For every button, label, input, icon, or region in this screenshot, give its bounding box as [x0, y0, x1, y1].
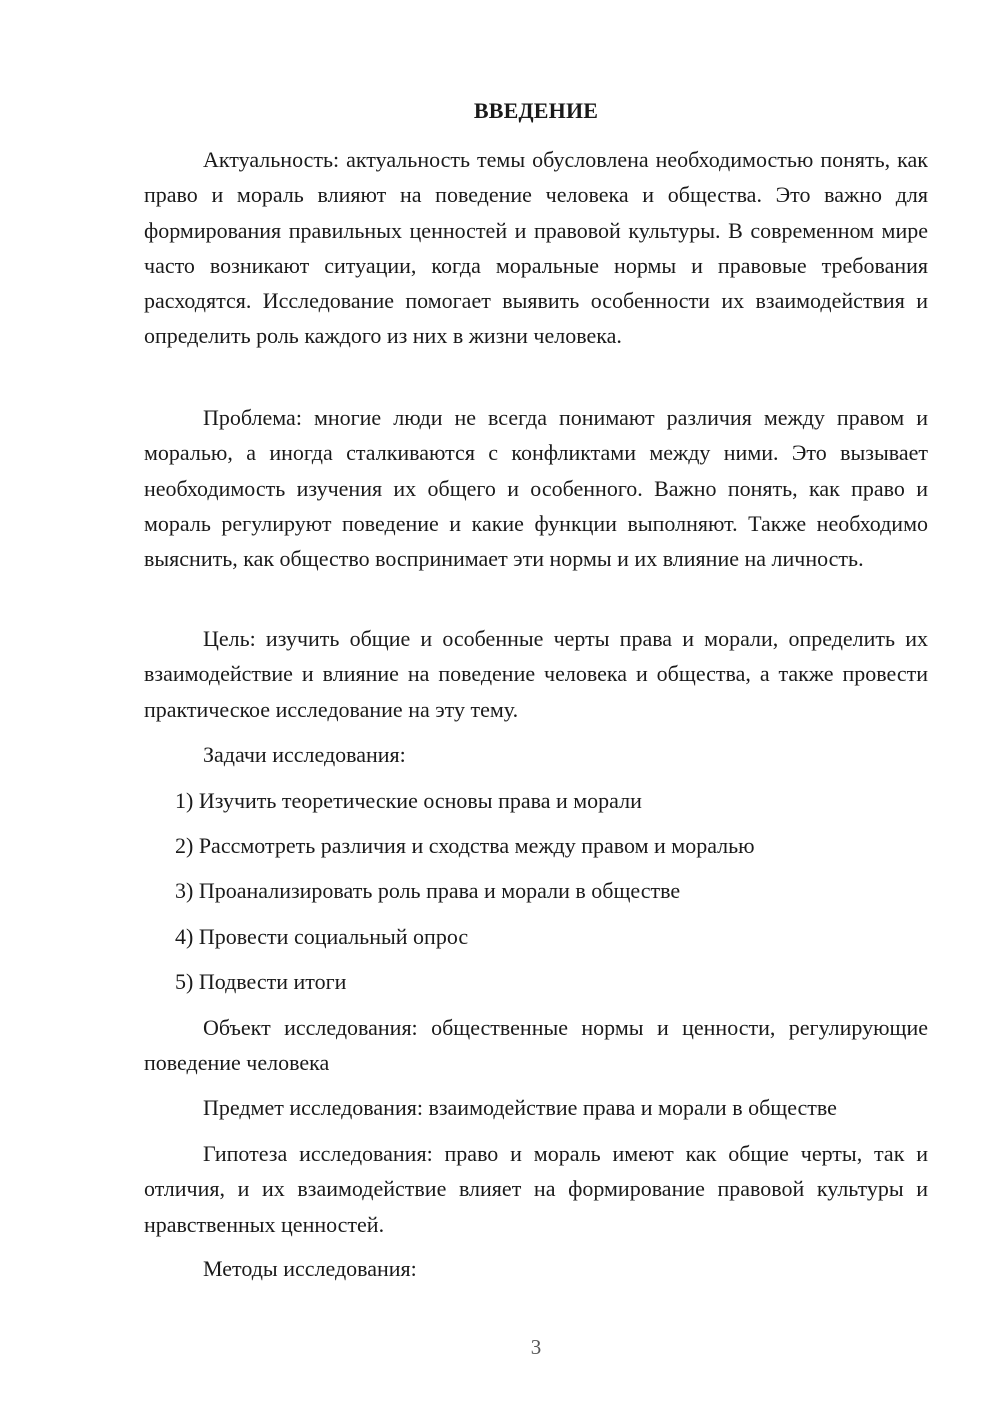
page-number: 3 — [530, 1335, 542, 1359]
page-title: ВВЕДЕНИЕ — [473, 98, 599, 123]
hypothesis-paragraph: Гипотеза исследования: право и мораль имеют как общие черты, так и отличия, и их взаимодействие влияет на формирование правовой культуры и нравственных ценностей. — [144, 1141, 928, 1237]
task-item-5: 5) Подвести итоги — [175, 969, 347, 994]
object-paragraph: Объект исследования: общественные нормы и ценности, регулирующие поведение человека — [144, 1015, 928, 1076]
relevance-paragraph: Актуальность: актуальность темы обусловлена необходимостью понять, как право и мораль влияют на поведение человека и общества. Это важно для формирования правильных ценностей и правовой культуры. В современном мире часто возникают ситуации, когда моральные нормы и правовые требования расходятся. Исследование помогает выявить особенности их взаимодействия и определить роль каждого из них в жизни человека. — [144, 147, 928, 349]
methods-heading: Методы исследования: — [203, 1256, 417, 1281]
task-item-1: 1) Изучить теоретические основы права и морали — [175, 788, 642, 813]
task-item-2: 2) Рассмотреть различия и сходства между правом и моралью — [175, 833, 755, 858]
task-item-4: 4) Провести социальный опрос — [175, 924, 469, 949]
goal-paragraph: Цель: изучить общие и особенные черты права и морали, определить их взаимодействие и влияние на поведение человека и общества, а также провести практическое исследование на эту тему. — [144, 626, 928, 722]
tasks-heading: Задачи исследования: — [203, 742, 406, 767]
subject-paragraph: Предмет исследования: взаимодействие права и морали в обществе — [203, 1095, 837, 1120]
document-page — [144, 0, 928, 1414]
problem-paragraph: Проблема: многие люди не всегда понимают различия между правом и моралью, а иногда сталкиваются с конфликтами между ними. Это вызывает необходимость изучения их общего и особенного. Важно понять, как право и мораль регулируют поведение и какие функции выполняют. Также необходимо выяснить, как общество воспринимает эти нормы и их влияние на личность. — [144, 405, 928, 572]
task-item-3: 3) Проанализировать роль права и морали в обществе — [175, 878, 681, 903]
